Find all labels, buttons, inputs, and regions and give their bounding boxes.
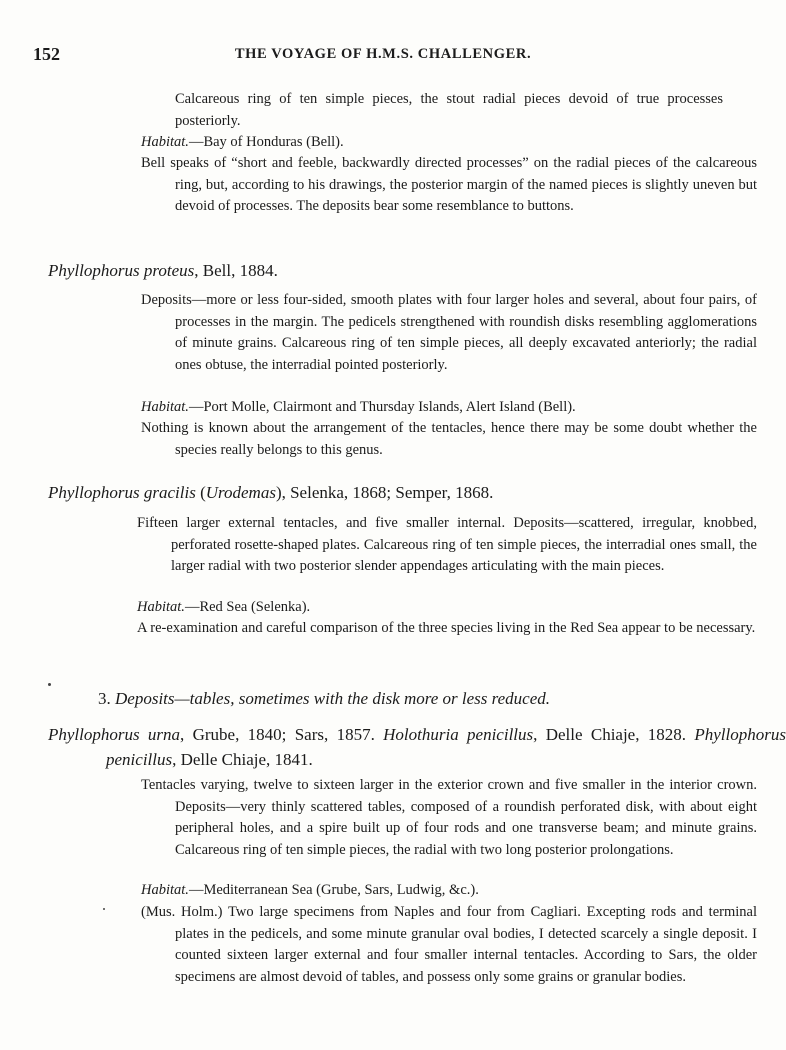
species-name: Phyllophorus urna [48,725,181,744]
entry-0-description: Calcareous ring of ten simple pieces, the stout radial pieces devoid of true processes posteriorly. [175,91,723,129]
section-title: Deposits—tables, sometimes with the disk more or less reduced. [115,689,551,708]
habitat-label: Habitat. [137,599,185,615]
ink-speck [103,908,105,910]
entry-2-remark: A re-examination and careful comparison of the three species living in the Red Sea appear to be necessary. [137,620,756,636]
habitat-label: Habitat. [141,882,189,898]
section-number: 3. [98,689,115,708]
synonym-authority: , Delle Chiaje, 1841. [172,750,313,769]
habitat-label: Habitat. [141,134,189,150]
entry-2-description: Fifteen larger external tentacles, and five smaller internal. Deposits—scattered, irregular, knobbed, perforated rosette-shaped plates. Calcareous ring of ten simple pieces, the interradial ones small, the larger radial with two posterior slender appendages articulating with the main pieces. [137,515,757,574]
habitat-text: —Bay of Honduras (Bell). [188,134,344,150]
entry-0-remark: Bell speaks of “short and feeble, backwardly directed processes” on the radial pieces of the calcareous ring, but, according to his drawings, the posterior margin of the named pieces is slightly uneven but devoid of processes. The deposits bear some resemblance to buttons. [141,155,757,214]
species-authority: , Bell, 1884. [194,261,278,280]
entry-1-habitat [141,397,723,419]
synonym-name: Phyllophorus penicillus [106,725,786,769]
section-3-heading [98,686,550,711]
entry-2-heading [48,480,738,505]
running-title: THE VOYAGE OF H.M.S. CHALLENGER. [234,46,532,62]
entry-3-remark: (Mus. Holm.) Two large specimens from Naples and four from Cagliari. Excepting rods and terminal plates in the pedicels, and some minute granular oval bodies, I detected scarcely a single deposit. I counted sixteen larger external and four smaller internal tentacles. According to Sars, the older specimens are almost devoid of tables, and possess only some grains or granular bodies. [141,904,757,985]
entry-3-description: Tentacles varying, twelve to sixteen larger in the exterior crown and five smaller in the interior crown. Deposits—very thinly scattered tables, composed of a roundish perforated disk, with about eight peripheral holes, and a spire built up of four rods and one transverse beam; and minute grains. Calcareous ring of ten simple pieces, the radial with two long posterior prolongations. [141,777,757,858]
species-name: Phyllophorus proteus [48,261,195,280]
species-authority: , Grube, 1840; Sars, 1857. [180,725,384,744]
page-number: 152 [33,44,60,64]
entry-1-description: Deposits—more or less four-sided, smooth plates with four larger holes and several, about four pairs, of processes in the margin. The pedicels strengthened with roundish disks resembling agglomerations of minute grains. Calcareous ring of ten simple pieces, all deeply excavated anteriorly; the radial ones obtuse, the interradial pointed posteriorly. [141,292,757,373]
entry-3-habitat [141,880,723,902]
entry-2-habitat [137,597,723,619]
entry-3-heading [48,722,786,772]
habitat-label: Habitat. [141,399,189,415]
ink-speck [48,683,51,686]
entry-0-habitat [141,132,723,154]
synonym-name: Holothuria penicillus [383,725,534,744]
habitat-text: —Mediterranean Sea (Grube, Sars, Ludwig, &c.). [188,882,479,898]
species-authority: ), Selenka, 1868; Semper, 1868. [275,483,494,502]
entry-1-remark: Nothing is known about the arrangement of the tentacles, hence there may be some doubt whether the species really belongs to this genus. [141,420,757,458]
synonym-open: ( [195,483,206,502]
synonym-name: Urodemas [205,483,276,502]
species-name: Phyllophorus gracilis [48,483,196,502]
synonym-authority: , Delle Chiaje, 1828. [533,725,695,744]
entry-1-heading [48,258,738,283]
habitat-text: —Port Molle, Clairmont and Thursday Islands, Alert Island (Bell). [188,399,576,415]
habitat-text: —Red Sea (Selenka). [184,599,311,615]
page-header [33,44,733,68]
